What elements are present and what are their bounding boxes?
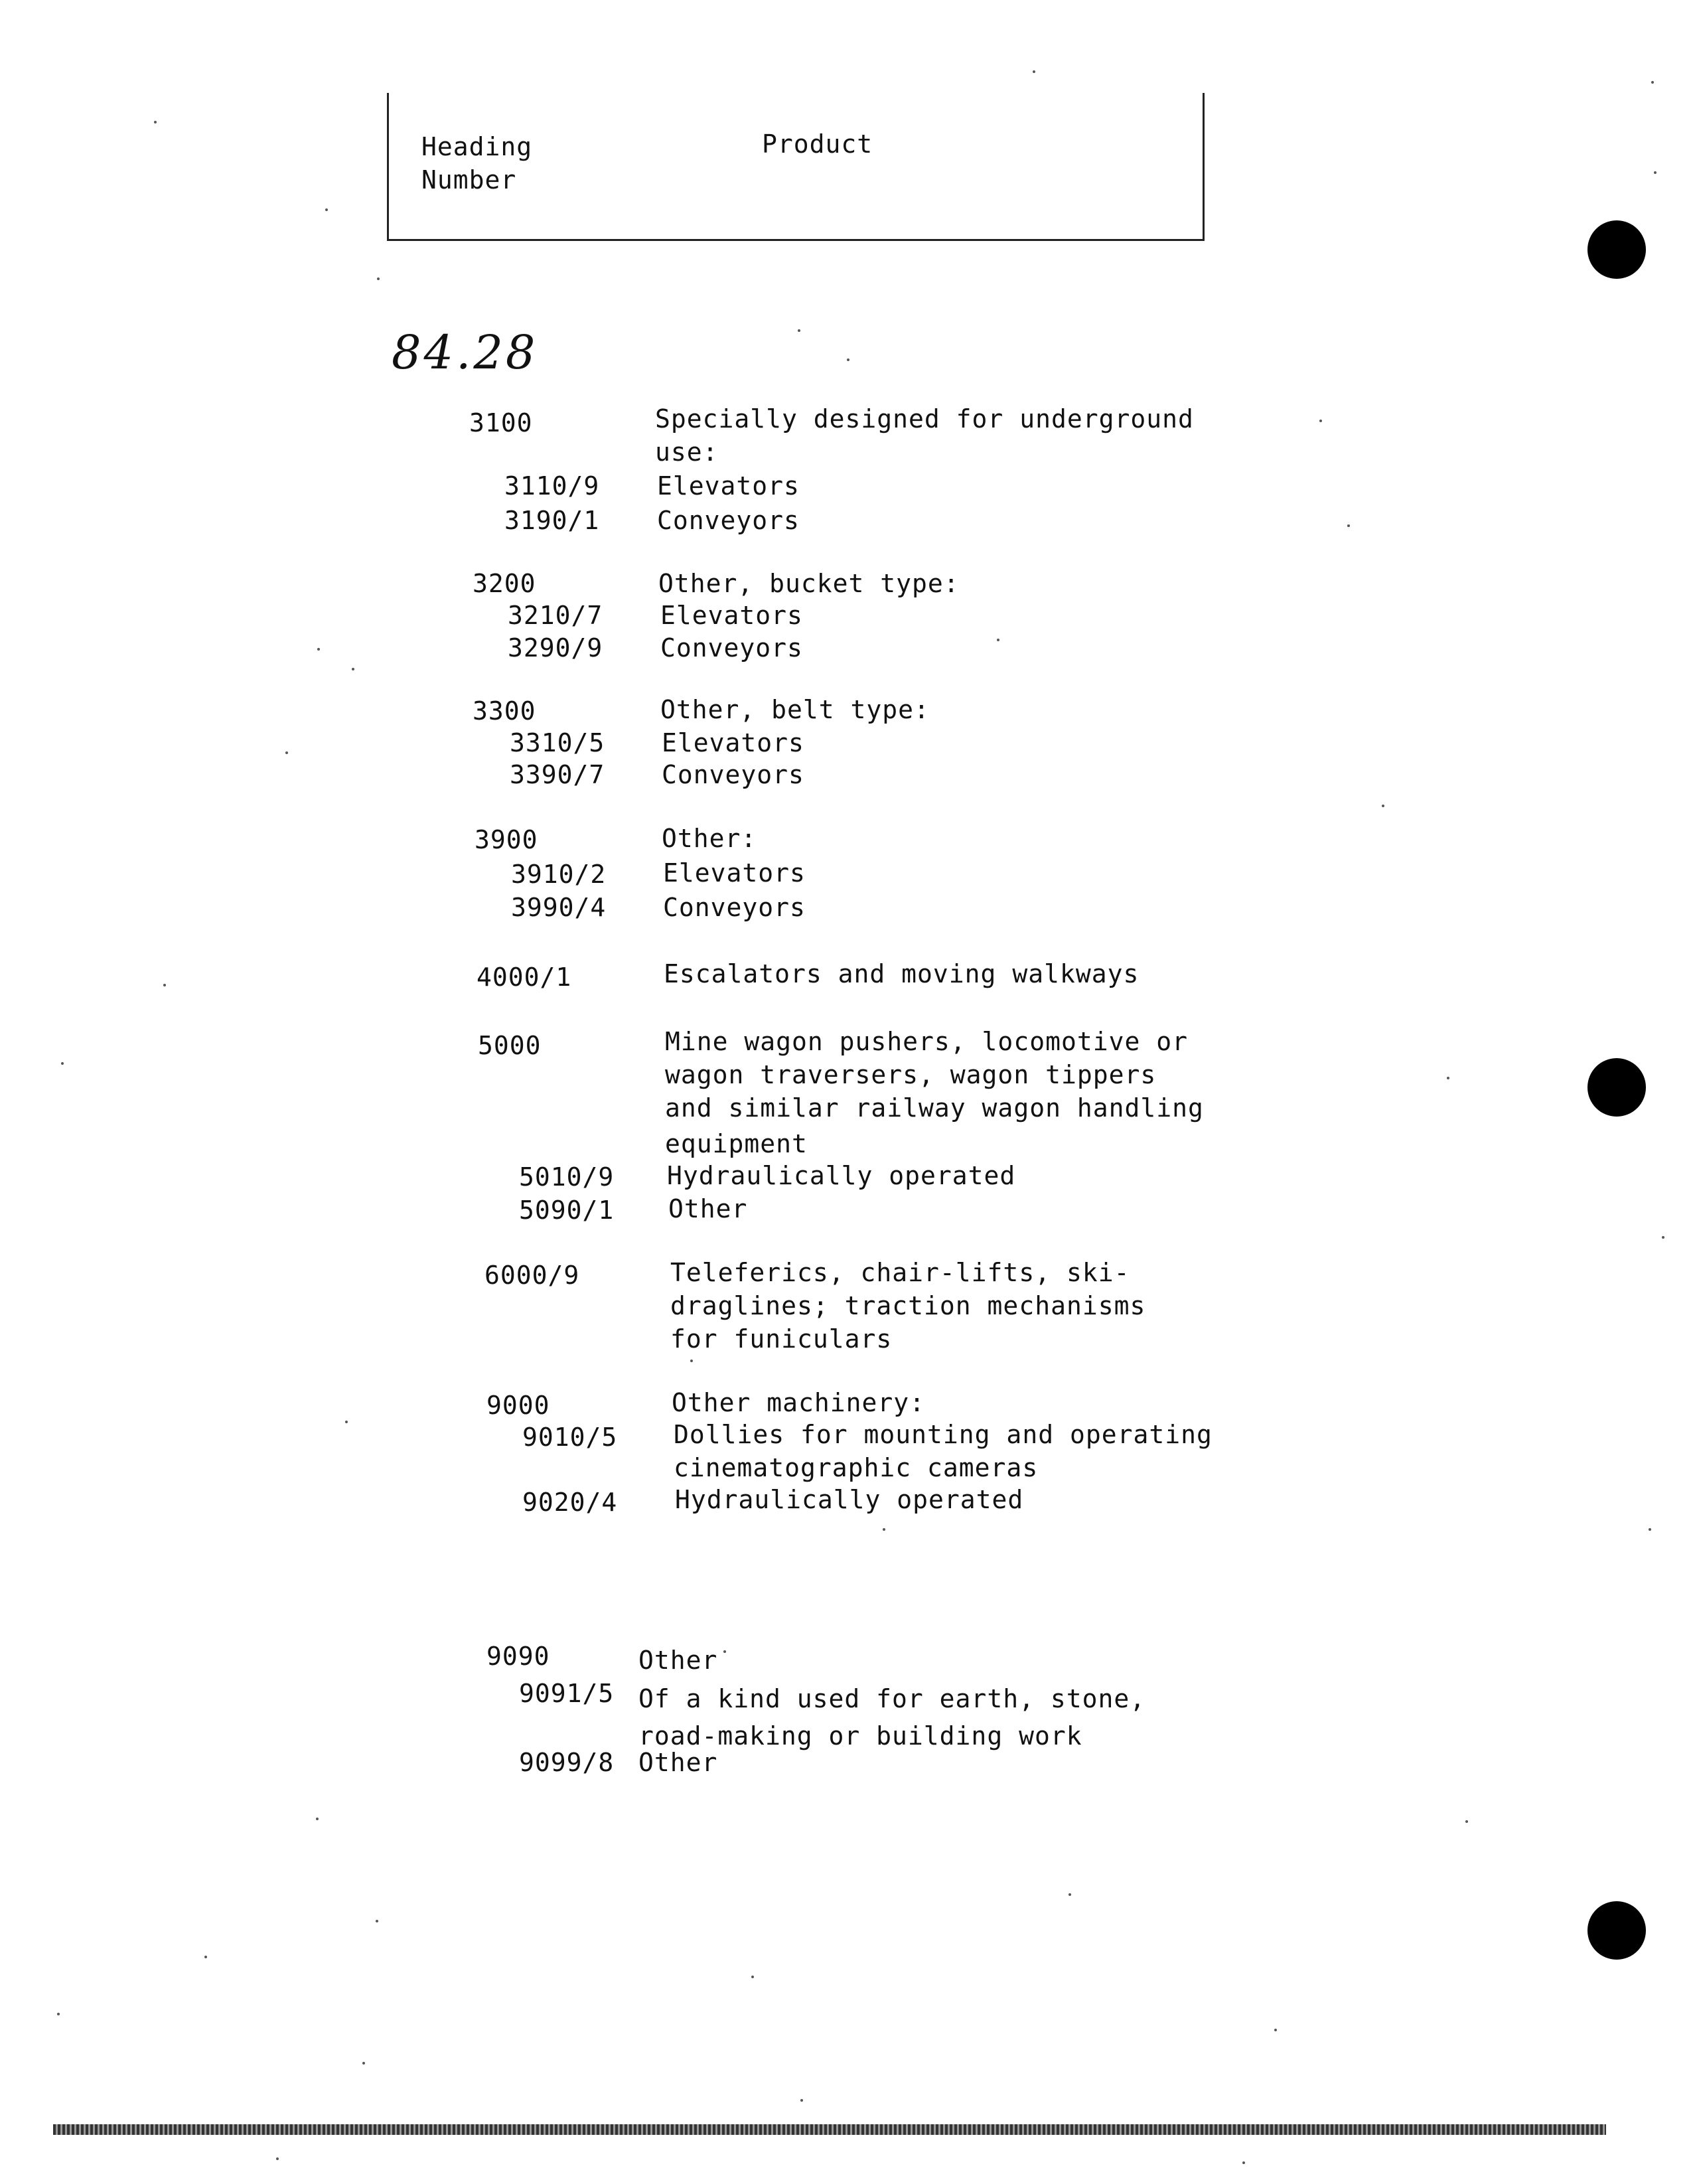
scan-speck bbox=[317, 648, 320, 651]
scan-speck bbox=[723, 1650, 726, 1653]
scan-speck bbox=[1347, 524, 1350, 527]
scan-speck bbox=[690, 1360, 693, 1362]
scan-speck bbox=[377, 277, 380, 280]
entry-code: 3290/9 bbox=[508, 633, 603, 663]
entry-code: 6000/9 bbox=[484, 1261, 580, 1290]
scan-speck bbox=[285, 751, 288, 754]
entry-code: 3190/1 bbox=[504, 506, 600, 535]
entry-description: Conveyors bbox=[657, 506, 800, 535]
scan-speck bbox=[163, 984, 166, 986]
entry-code: 3110/9 bbox=[504, 471, 600, 501]
scan-speck bbox=[997, 639, 999, 641]
scan-speck bbox=[276, 2157, 279, 2160]
entry-description: for funiculars bbox=[670, 1324, 893, 1354]
scan-speck bbox=[376, 1920, 378, 1922]
scan-speck bbox=[1649, 1528, 1651, 1531]
entry-description: Conveyors bbox=[663, 893, 806, 922]
scan-speck bbox=[61, 1062, 64, 1065]
entry-description: Elevators bbox=[660, 601, 803, 630]
entry-code: 3210/7 bbox=[508, 601, 603, 630]
scan-speck bbox=[883, 1528, 885, 1531]
entry-code: 3200 bbox=[473, 569, 536, 598]
entry-description: Elevators bbox=[663, 858, 806, 888]
entry-description: Of a kind used for earth, stone, bbox=[638, 1684, 1146, 1713]
entry-code: 3100 bbox=[469, 408, 533, 437]
entry-code: 3300 bbox=[473, 696, 536, 726]
entry-description: Teleferics, chair-lifts, ski- bbox=[670, 1258, 1130, 1287]
scan-speck bbox=[847, 358, 849, 361]
scan-speck bbox=[1319, 420, 1322, 422]
scan-speck bbox=[1069, 1893, 1071, 1896]
entry-code: 3910/2 bbox=[511, 860, 607, 889]
scan-speck bbox=[316, 1818, 319, 1820]
entry-code: 5000 bbox=[478, 1031, 542, 1060]
scan-speck bbox=[204, 1956, 207, 1958]
entry-description: Other bbox=[638, 1748, 718, 1777]
entry-code: 3310/5 bbox=[510, 728, 605, 757]
entry-code: 5010/9 bbox=[519, 1162, 615, 1192]
punch-hole bbox=[1587, 1058, 1646, 1117]
entry-description: Other bbox=[668, 1194, 748, 1223]
scan-speck bbox=[352, 668, 354, 670]
entry-code: 9010/5 bbox=[522, 1423, 618, 1452]
scan-speck bbox=[154, 121, 157, 123]
scan-speck bbox=[345, 1421, 348, 1423]
entry-code: 9020/4 bbox=[522, 1488, 618, 1517]
header-product-label: Product bbox=[762, 129, 873, 159]
handwritten-heading-number: 84.28 bbox=[392, 325, 538, 380]
scan-speck bbox=[1662, 1236, 1664, 1239]
scan-speck bbox=[1382, 805, 1384, 807]
scan-speck bbox=[362, 2062, 365, 2065]
scan-speck bbox=[1654, 171, 1657, 174]
entry-description: wagon traversers, wagon tippers bbox=[665, 1060, 1157, 1089]
scan-speck bbox=[800, 2099, 803, 2102]
punch-hole bbox=[1587, 220, 1646, 279]
scan-speck bbox=[751, 1976, 754, 1978]
entry-description: Hydraulically operated bbox=[675, 1485, 1024, 1514]
scan-speck bbox=[325, 208, 328, 211]
scan-speck bbox=[1242, 2161, 1245, 2164]
entry-description: Other: bbox=[662, 824, 757, 853]
entry-code: 9000 bbox=[486, 1391, 550, 1420]
scan-speck bbox=[1033, 70, 1035, 73]
entry-description: Other bbox=[638, 1646, 718, 1675]
entry-description: draglines; traction mechanisms bbox=[670, 1291, 1146, 1320]
entry-description: Escalators and moving walkways bbox=[664, 959, 1140, 988]
entry-description: cinematographic cameras bbox=[674, 1453, 1039, 1482]
entry-code: 9090 bbox=[486, 1642, 550, 1671]
entry-description: Conveyors bbox=[662, 760, 804, 789]
scan-speck bbox=[1465, 1820, 1468, 1823]
entry-code: 5090/1 bbox=[519, 1196, 615, 1225]
entry-code: 3990/4 bbox=[511, 893, 607, 922]
scan-speck bbox=[1651, 81, 1654, 84]
scan-speck bbox=[1447, 1077, 1449, 1079]
entry-code: 9091/5 bbox=[519, 1679, 615, 1708]
entry-description: Hydraulically operated bbox=[667, 1161, 1016, 1190]
entry-description: Dollies for mounting and operating bbox=[674, 1420, 1213, 1449]
punch-hole bbox=[1587, 1901, 1646, 1960]
header-heading-label: Heading bbox=[421, 132, 533, 161]
entry-description: equipment bbox=[665, 1129, 808, 1158]
entry-description: Elevators bbox=[662, 728, 804, 757]
bottom-scan-border bbox=[53, 2124, 1606, 2135]
entry-description: Elevators bbox=[657, 471, 800, 501]
scan-speck bbox=[57, 2013, 60, 2015]
entry-code: 9099/8 bbox=[519, 1748, 615, 1777]
entry-description: Mine wagon pushers, locomotive or bbox=[665, 1027, 1188, 1056]
entry-code: 3900 bbox=[475, 825, 538, 854]
entry-code: 3390/7 bbox=[510, 760, 605, 789]
entry-description: Specially designed for underground bbox=[655, 404, 1194, 433]
entry-description: Conveyors bbox=[660, 633, 803, 663]
entry-description: use: bbox=[655, 437, 719, 467]
entry-description: road-making or building work bbox=[638, 1721, 1082, 1751]
header-number-label: Number bbox=[421, 165, 517, 195]
entry-description: and similar railway wagon handling bbox=[665, 1093, 1204, 1123]
entry-description: Other machinery: bbox=[672, 1388, 926, 1417]
entry-code: 4000/1 bbox=[477, 963, 572, 992]
entry-description: Other, belt type: bbox=[660, 695, 930, 724]
scan-speck bbox=[1274, 2029, 1277, 2031]
entry-description: Other, bucket type: bbox=[658, 569, 960, 598]
scan-speck bbox=[798, 329, 800, 332]
